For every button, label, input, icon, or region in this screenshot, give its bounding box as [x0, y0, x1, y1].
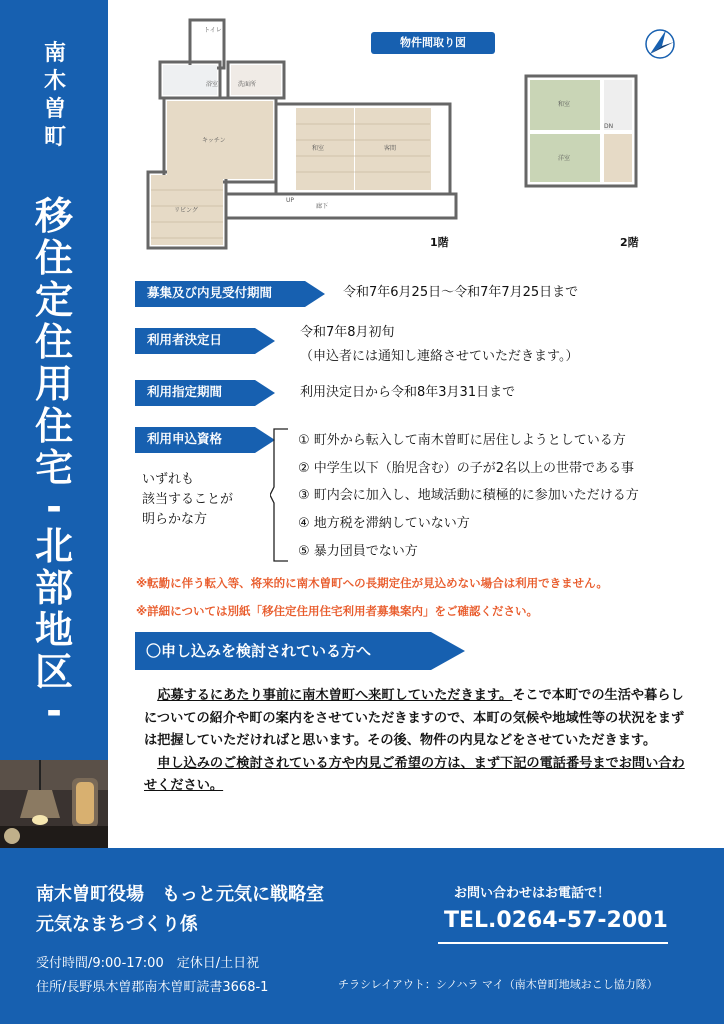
footer [0, 848, 724, 1024]
phone-underline [438, 942, 668, 944]
floorplan-title-badge: 物件間取り図 [371, 32, 495, 54]
recruit-value: 令和7年6月25日〜令和7年7月25日まで [343, 285, 579, 300]
recruit-label: 募集及び内見受付期間 [147, 285, 273, 300]
room-2f-dn: DN [604, 123, 614, 130]
apply-heading: 〇申し込みを検討されている方へ [146, 642, 372, 660]
lamp-photo [0, 760, 108, 848]
room-bath: 浴室 [206, 81, 219, 88]
qualification-item-2: ② 中学生以下（胎児含む）の子が2名以上の世帯である事 [298, 461, 635, 476]
room-living: リビング [174, 207, 198, 214]
side-note-3: 明らかな方 [142, 512, 208, 527]
period-tag [135, 380, 255, 404]
room-kitchen: キッチン [202, 137, 226, 144]
compass-icon [646, 30, 674, 58]
qualification-item-1: ① 町外から転入して南木曽町に居住しようとしている方 [298, 433, 626, 448]
room-toilet: トイレ [204, 27, 222, 34]
office-line-2: 元気なまちづくり係 [36, 914, 198, 935]
vertical-title [28, 194, 80, 733]
lamp-photo-image [0, 760, 108, 848]
address: 住所/長野県木曽郡南木曽町読書3668-1 [36, 980, 269, 995]
floor1-label: 1階 [430, 236, 449, 249]
phone-number[interactable]: TEL.0264-57-2001 [444, 908, 668, 933]
qualification-label: 利用申込資格 [147, 431, 223, 446]
qualification-item-4: ④ 地方税を滞納していない方 [298, 516, 470, 531]
title-dash-top: - [46, 485, 62, 529]
qualification-side-note [142, 470, 233, 530]
side-note-2: 該当することが [142, 492, 234, 507]
title-dash-bottom: - [46, 689, 62, 733]
decision-value-2: （申込者には通知し連絡させていただきます。） [300, 349, 579, 364]
note-details: ※詳細については別紙「移住定住用住宅利用者募集案内」をご確認ください。 [136, 604, 538, 618]
side-note-1: いずれも [142, 472, 195, 487]
apply-para-body: そこで本町での生活や暮らしについての紹介や町の案内をさせていただきますので、本町の気候や地域性等の状況をまずは把握していただければと思います。その後、物件の内見などをさせていただきます。 [144, 688, 685, 749]
decision-label: 利用者決定日 [147, 332, 223, 347]
title-main: 移 住 定 住 用 住 宅 [34, 194, 73, 490]
room-2f-a: 和室 [558, 101, 571, 108]
note-transfer: ※転勤に伴う転入等、将来的に南木曽町への長期定住が見込めない場合は利用できません。 [136, 576, 608, 590]
qualification-item-3: ③ 町内会に加入し、地域活動に積極的に参加いただける方 [298, 488, 639, 503]
room-washitsu: 和室 [312, 145, 325, 152]
room-2f-b: 洋室 [558, 155, 571, 162]
contact-prompt: お問い合わせはお電話で！ [454, 886, 611, 901]
apply-para-underline-2: 申し込みのご検討されている方や内見ご希望の方は、まず下記の電話番号までお問い合わせください。 [144, 755, 685, 794]
hours: 受付時間/9:00-17:00 定休日/土日祝 [36, 956, 260, 971]
side-banner [0, 0, 108, 848]
qualification-item-5: ⑤ 暴力団員でない方 [298, 544, 418, 559]
room-kyakuma: 客間 [384, 145, 397, 152]
decision-value-1: 令和7年8月初旬 [300, 325, 395, 340]
layout-credit: チラシレイアウト：シノハラ マイ（南木曽町地域おこし協力隊） [338, 978, 658, 991]
period-value: 利用決定日から令和8年3月31日まで [300, 385, 516, 400]
room-up: UP [286, 197, 295, 204]
apply-paragraph [144, 685, 696, 798]
recruit-tag [135, 281, 305, 305]
town-name: 南 木 曽 町 [43, 41, 66, 150]
floor-plan-2f [526, 76, 636, 186]
apply-para-underline-1: 応募するにあたり事前に南木曽町へ来町していただきます。 [157, 688, 513, 703]
office-line-1: 南木曽町役場 もっと元気に戦略室 [36, 884, 324, 905]
title-area: 北 部 地 区 [34, 524, 73, 694]
room-senmen: 洗面所 [238, 81, 257, 88]
qualification-bracket [270, 427, 290, 563]
room-corridor: 廊下 [316, 203, 329, 210]
period-label: 利用指定期間 [147, 384, 223, 399]
decision-tag [135, 328, 255, 352]
floor2-label: 2階 [620, 236, 639, 249]
qualification-tag [135, 427, 255, 451]
